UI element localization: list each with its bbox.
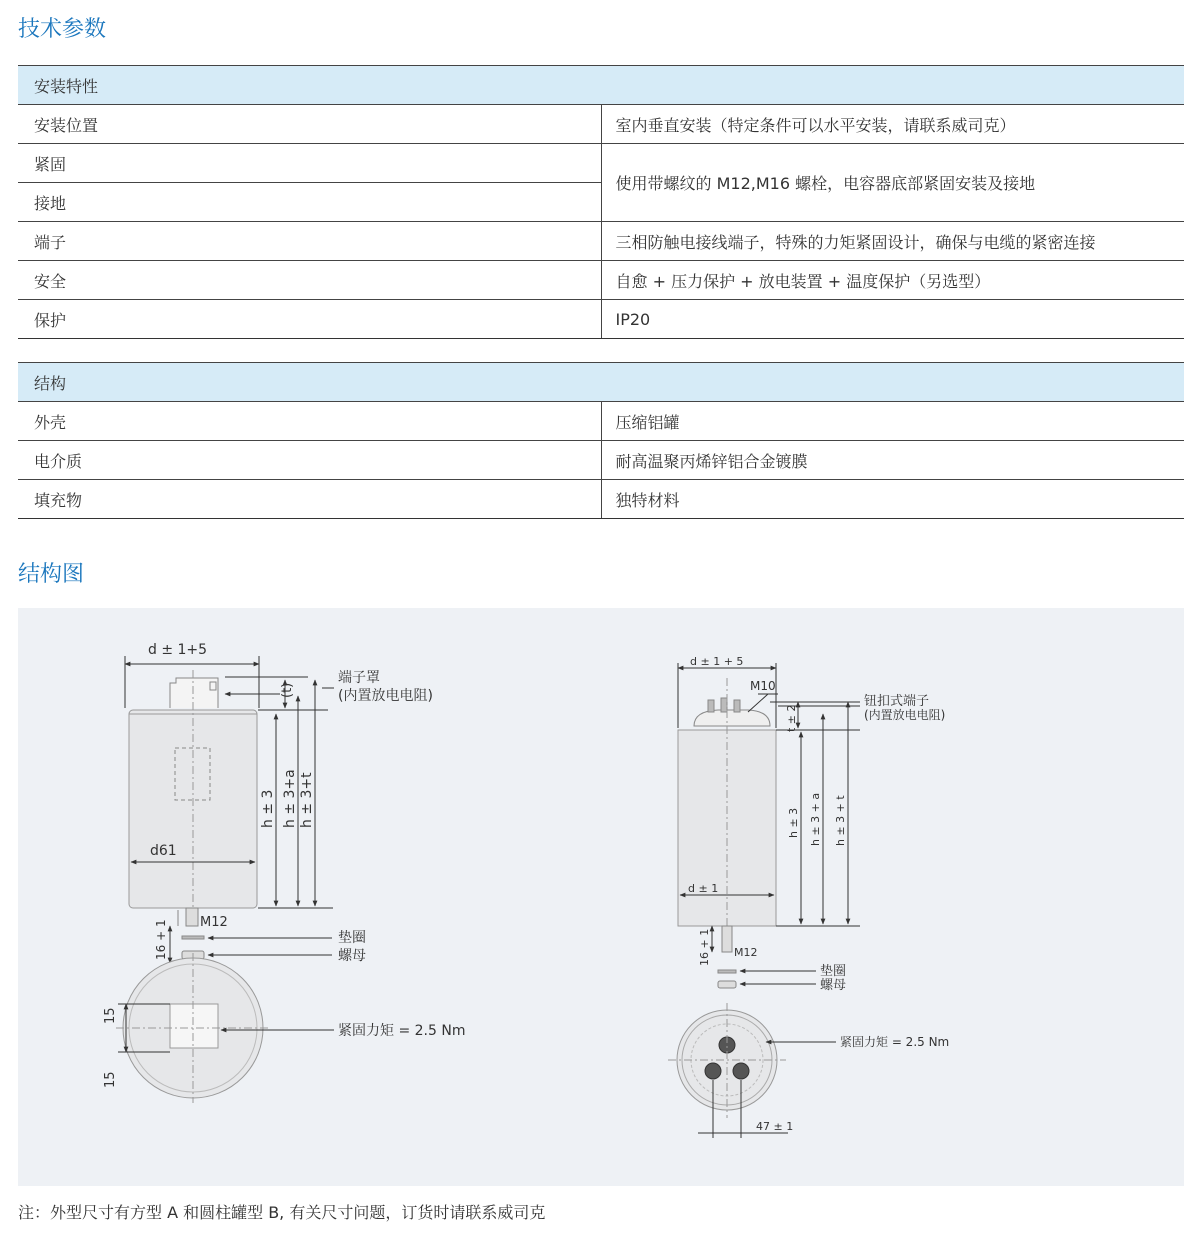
table-row [18,402,1184,441]
row-label: 外壳 [18,402,601,441]
left-h3-label: h ± 3 [260,789,276,828]
install-header: 安装特性 [18,66,1184,105]
row-label: 安装位置 [18,105,601,144]
table-row [18,222,1184,261]
structure-diagram [18,608,1184,1186]
row-label: 电介质 [18,441,601,480]
left-dim16-label: 16 + 1 [154,919,168,960]
row-label: 保护 [18,300,601,339]
right-m10-label: M10 [750,679,776,693]
right-terminal-sub-label: (内置放电电阻) [864,708,946,722]
table-header-row [18,66,1184,105]
row-value: IP20 [601,300,1184,339]
footnote: 注：外型尺寸有方型 A 和圆柱罐型 B, 有关尺寸问题，订货时请联系威司克 [18,1203,546,1222]
left-capacitor-drawing [116,656,334,1103]
section-title-structure-diagram: 结构图 [18,562,85,587]
right-h3a-label: h ± 3 + a [809,792,822,846]
left-washer-label: 垫圈 [338,930,366,946]
right-torque-label: 紧固力矩 = 2.5 Nm [840,1035,950,1049]
right-washer-label: 垫圈 [820,964,847,979]
row-value: 耐高温聚丙烯锌铝合金镀膜 [601,441,1184,480]
table-header-row [18,363,1184,402]
left-dim-top-label: d ± 1+5 [148,642,208,658]
row-label: 接地 [18,183,601,222]
row-value: 压缩铝罐 [601,402,1184,441]
right-t2-label: t ± 2 [785,704,798,732]
table-row [18,144,1184,183]
row-label: 安全 [18,261,601,300]
table-row [18,300,1184,339]
structure-spec-table [18,362,1184,519]
row-value: 使用带螺纹的 M12,M16 螺栓，电容器底部紧固安装及接地 [601,144,1184,222]
left-dim15-bottom-label: 15 [103,1071,118,1088]
right-h3t-label: h ± 3 + t [834,795,847,846]
table-row [18,441,1184,480]
install-spec-table [18,65,1184,339]
right-h3-label: h ± 3 [787,807,800,838]
left-nut-label: 螺母 [338,948,366,964]
right-nut-label: 螺母 [820,978,847,993]
left-d61-label: d61 [150,843,177,859]
section-title-tech-params: 技术参数 [18,17,107,42]
right-dim-top-label: d ± 1 + 5 [690,655,744,668]
right-dim47-label: 47 ± 1 [756,1120,794,1133]
left-h3t-label: h ± 3+t [299,772,315,828]
table-row [18,261,1184,300]
right-m12-label: M12 [734,946,758,959]
row-label: 填充物 [18,480,601,519]
row-label: 紧固 [18,144,601,183]
left-terminal-cover-sub-label: (内置放电电阻) [338,688,433,704]
row-value: 室内垂直安装（特定条件可以水平安装，请联系威司克） [601,105,1184,144]
left-h3a-label: h ± 3+a [282,769,298,828]
table-row [18,105,1184,144]
row-value: 三相防触电接线端子，特殊的力矩紧固设计，确保与电缆的紧密连接 [601,222,1184,261]
right-terminal-label: 钮扣式端子 [864,694,930,709]
row-label: 端子 [18,222,601,261]
left-torque-label: 紧固力矩 = 2.5 Nm [338,1023,466,1039]
left-t-label: (t) [280,682,295,698]
left-terminal-cover-label: 端子罩 [338,670,380,686]
left-m12-label: M12 [200,915,228,930]
right-capacitor-drawing [668,663,860,1138]
left-dim15-top-label: 15 [103,1007,118,1024]
right-d1-label: d ± 1 [688,882,719,895]
row-value: 自愈 + 压力保护 + 放电装置 + 温度保护（另选型） [601,261,1184,300]
structure-header: 结构 [18,363,1184,402]
diagram-svg [18,608,1184,1186]
table-row [18,480,1184,519]
right-dim16-label: 16 + 1 [698,928,711,966]
row-value: 独特材料 [601,480,1184,519]
